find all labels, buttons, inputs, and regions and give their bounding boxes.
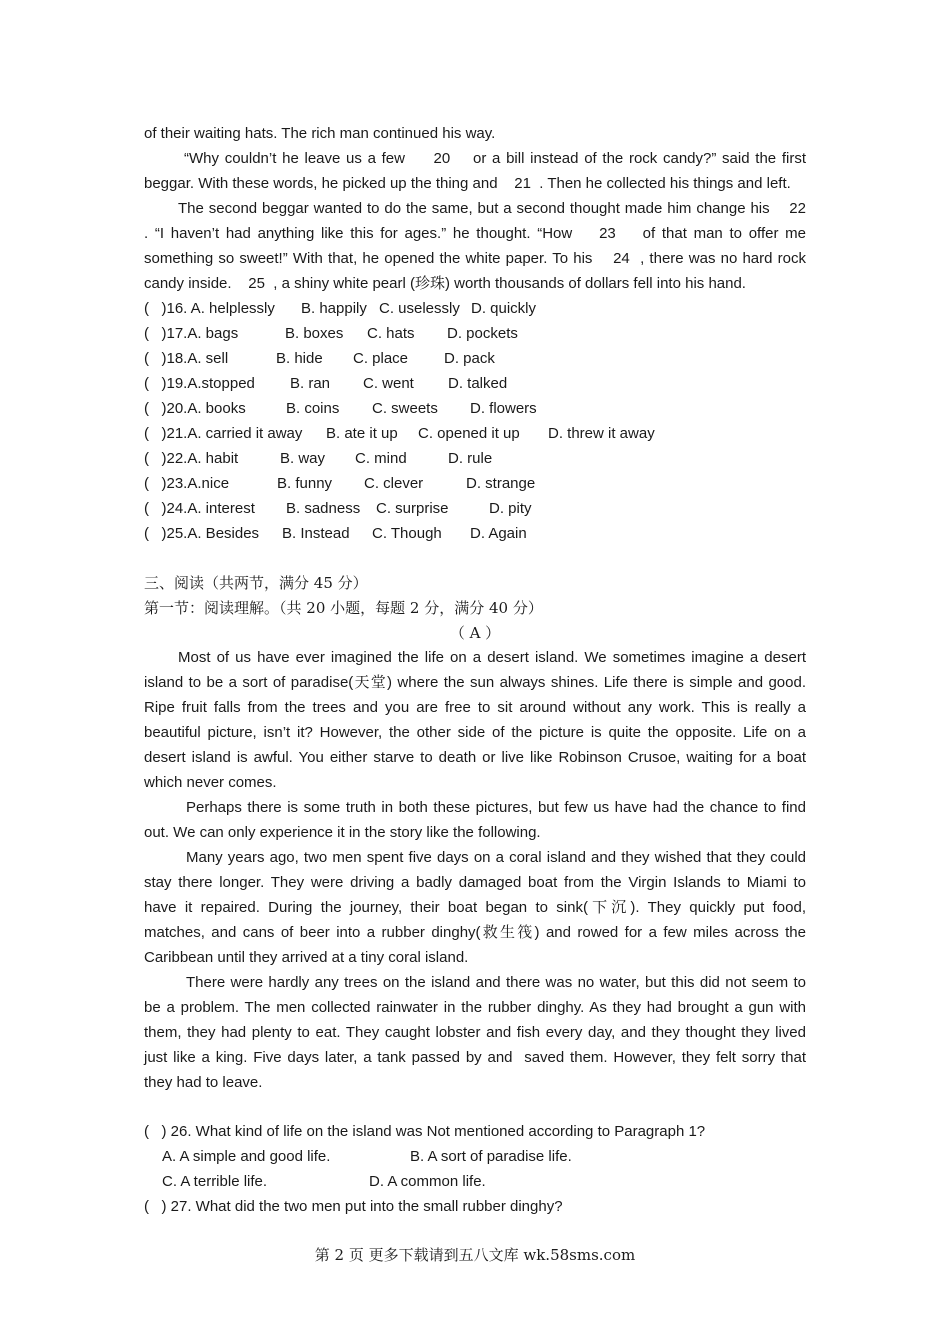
cloze-line-2: “Why couldn’t he leave us a few 20 or a bill instead of the rock candy?” said the first [184, 150, 806, 167]
option-b: B. boxes [285, 325, 344, 342]
passage-line: island to be a sort of paradise(天堂) where the sun always shines. Life there is simple and good. [144, 674, 806, 691]
question-number: ( )19.A.stopped [144, 375, 255, 392]
cloze-question-16 [144, 297, 806, 321]
cloze-question-24 [144, 497, 806, 521]
question-26-options-row1 [144, 1145, 806, 1169]
cloze-line-1: of their waiting hats. The rich man continued his way. [144, 125, 496, 142]
cloze-question-17 [144, 322, 806, 346]
option-d: D. Again [470, 525, 527, 542]
passage-line: desert island is awful. You either starve to death or live like Robinson Crusoe, waiting for a boat [144, 749, 806, 766]
question-number: ( )21.A. carried it away [144, 425, 303, 442]
option-c: C. sweets [372, 400, 438, 417]
option-b: B. way [280, 450, 326, 467]
option-d: D. talked [448, 375, 508, 392]
passage-line: beautiful picture, isn’t it? However, the other side of the picture is quite the opposite. Life on a [144, 724, 806, 741]
question-26-options-row2 [144, 1170, 806, 1194]
passage-line: them, they had plenty to eat. They caught lobster and fish every day, and they thought they lived [144, 1024, 806, 1041]
option-c: C. place [353, 350, 409, 367]
passage-line: stay there longer. They were driving a badly damaged boat from the Virgin Islands to Miami to [144, 874, 806, 891]
cloze-question-23 [144, 472, 806, 496]
passage-line: just like a king. Five days later, a tank passed by and saved them. However, they felt sorry that [144, 1049, 806, 1066]
cloze-question-19 [144, 372, 806, 396]
question-number: ( )16. A. helplessly [144, 300, 275, 317]
option-b: B. sadness [286, 500, 361, 517]
cloze-question-20 [144, 397, 806, 421]
passage-line: Caribbean until they arrived at a tiny coral island. [144, 949, 469, 966]
passage-line: they had to leave. [144, 1074, 263, 1091]
cloze-line-5: . “I haven’t had anything like this for ages.” he thought. “How 23 of that man to offer me [144, 225, 806, 242]
option-d: D. quickly [471, 300, 537, 317]
option-d: D. flowers [470, 400, 537, 417]
option-d: D. pockets [447, 325, 518, 342]
option-b: B. coins [286, 400, 340, 417]
option-d: D. rule [448, 450, 493, 467]
question-number: ( )24.A. interest [144, 500, 255, 517]
option-d: D. A common life. [369, 1173, 486, 1190]
passage-line: There were hardly any trees on the island and there was no water, but this did not seem to [186, 974, 806, 991]
cloze-question-25 [144, 522, 806, 546]
cloze-line-4: The second beggar wanted to do the same, but a second thought made him change his 22 [178, 200, 806, 217]
option-b: B. ran [290, 375, 331, 392]
option-b: B. happily [301, 300, 367, 317]
option-b: B. Instead [282, 525, 350, 542]
cloze-question-21 [144, 422, 806, 446]
passage-line: Perhaps there is some truth in both these pictures, but few us have had the chance to find [186, 799, 806, 816]
question-number: ( )17.A. bags [144, 325, 239, 342]
question-number: ( )22.A. habit [144, 450, 239, 467]
option-d: D. pack [444, 350, 495, 367]
question-number: ( )23.A.nice [144, 475, 230, 492]
option-c: C. went [363, 375, 414, 392]
question-number: ( )25.A. Besides [144, 525, 260, 542]
passage-line: which never comes. [144, 774, 277, 791]
passage-line: be a problem. The men collected rainwater in the rubber dinghy. As they had brought a gun with [144, 999, 806, 1016]
passage-line: Ripe fruit falls from the trees and you are free to sit around without any work. This is really a [144, 699, 806, 716]
passage-line: matches, and cans of beer into a rubber dinghy(救生筏) and rowed for a few miles across the [144, 924, 806, 941]
option-d: D. pity [489, 500, 532, 517]
option-c: C. hats [367, 325, 415, 342]
passage-label: （ A ） [449, 624, 501, 642]
question-number: ( )20.A. books [144, 400, 246, 417]
option-c: C. clever [364, 475, 424, 492]
passage-line: Most of us have ever imagined the life on a desert island. We sometimes imagine a desert [178, 649, 806, 666]
cloze-question-18 [144, 347, 806, 371]
section-heading: 三、阅读（共两节，满分 45 分） [144, 574, 368, 592]
option-c: C. surprise [376, 500, 449, 517]
passage-line: have it repaired. During the journey, their boat began to sink(下沉). They quickly put food, [144, 899, 806, 916]
question-number: ( )18.A. sell [144, 350, 229, 367]
option-a: A. A simple and good life. [162, 1148, 331, 1165]
option-d: D. strange [466, 475, 536, 492]
cloze-question-22 [144, 447, 806, 471]
cloze-line-6: something so sweet!” With that, he opened the white paper. To his 24 , there was no hard rock [144, 250, 806, 267]
option-c: C. mind [355, 450, 407, 467]
option-b: B. funny [277, 475, 333, 492]
option-c: C. A terrible life. [162, 1173, 268, 1190]
cloze-line-7: candy inside. 25 , a shiny white pearl (珍珠) worth thousands of dollars fell into his hand. [144, 275, 746, 292]
passage-line: out. We can only experience it in the story like the following. [144, 824, 541, 841]
option-c: C. uselessly [379, 300, 460, 317]
option-c: C. opened it up [418, 425, 520, 442]
question-27-stem: ( ) 27. What did the two men put into the small rubber dinghy? [144, 1198, 563, 1215]
cloze-line-3: beggar. With these words, he picked up the thing and 21 . Then he collected his things and left. [144, 175, 791, 192]
option-d: D. threw it away [548, 425, 655, 442]
option-b: B. hide [276, 350, 323, 367]
option-c: C. Though [372, 525, 442, 542]
page-footer: 第 2 页 更多下载请到五八文库 wk.58sms.com [314, 1246, 636, 1264]
passage-line: Many years ago, two men spent five days on a coral island and they wished that they could [186, 849, 806, 866]
subsection-heading: 第一节：阅读理解。（共 20 小题，每题 2 分，满分 40 分） [144, 599, 543, 617]
question-26-stem: ( ) 26. What kind of life on the island was Not mentioned according to Paragraph 1? [144, 1123, 706, 1140]
option-b: B. A sort of paradise life. [410, 1148, 572, 1165]
option-b: B. ate it up [326, 425, 398, 442]
